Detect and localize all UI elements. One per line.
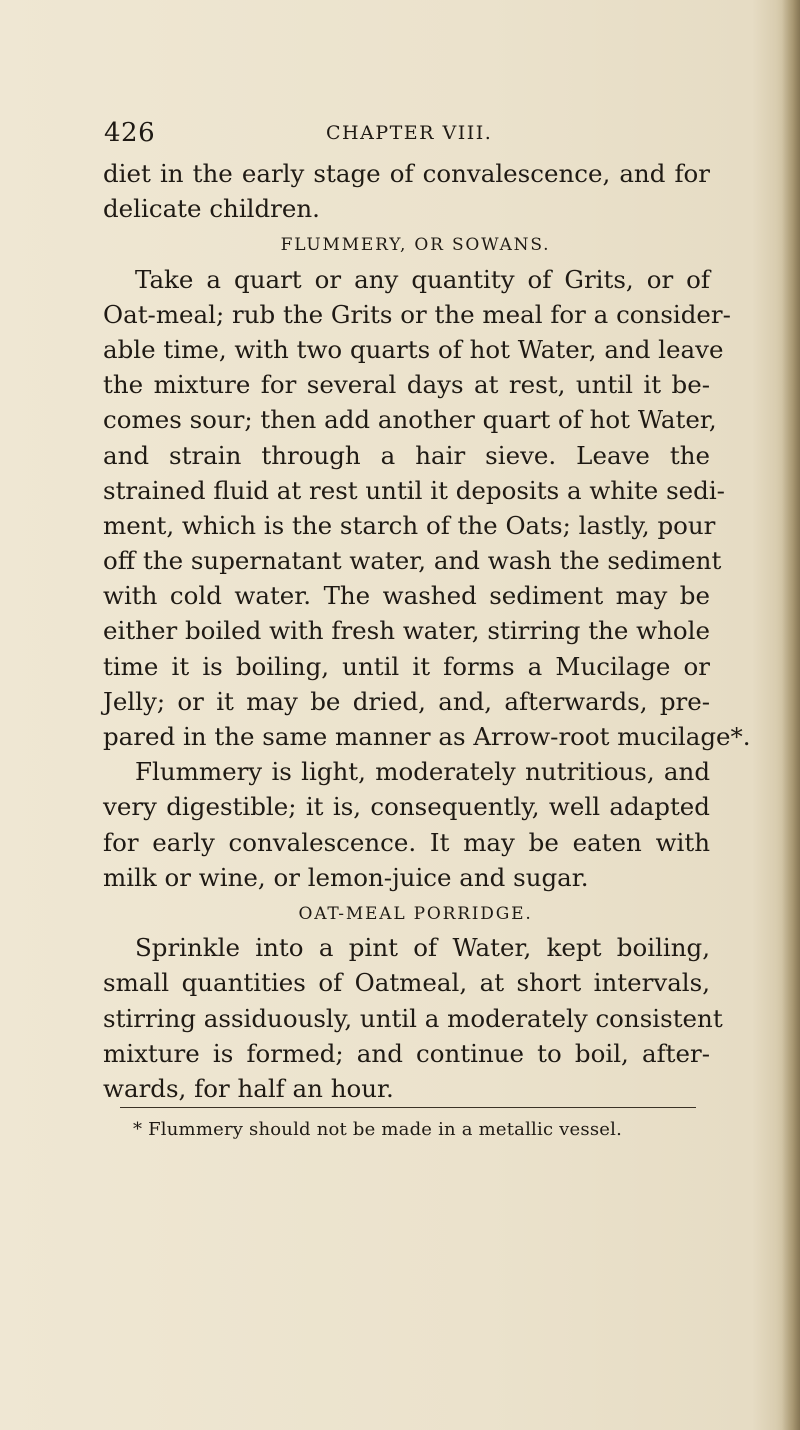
text-line: for early convalescence. It may be eaten with bbox=[103, 827, 710, 857]
page-header bbox=[104, 118, 704, 152]
running-head: CHAPTER VIII. bbox=[326, 122, 493, 144]
text-line: milk or wine, or lemon-juice and sugar. bbox=[103, 862, 589, 892]
text-line: Jelly; or it may be dried, and, afterwards, pre- bbox=[103, 686, 710, 716]
page-edge-shadow bbox=[782, 0, 800, 1430]
section-heading: OAT-MEAL PORRIDGE. bbox=[298, 903, 533, 924]
text-line: mixture is formed; and continue to boil, after- bbox=[103, 1038, 710, 1068]
text-line: delicate children. bbox=[103, 194, 320, 224]
text-line: wards, for half an hour. bbox=[103, 1073, 394, 1103]
text-line: ment, which is the starch of the Oats; lastly, pour bbox=[103, 510, 716, 540]
text-line: with cold water. The washed sediment may be bbox=[103, 581, 710, 611]
section-heading: FLUMMERY, OR SOWANS. bbox=[280, 235, 551, 256]
text-line: and strain through a hair sieve. Leave the bbox=[103, 440, 710, 470]
text-line: strained fluid at rest until it deposits a white sedi- bbox=[103, 475, 725, 505]
text-line: either boiled with fresh water, stirring the whole bbox=[103, 616, 710, 646]
text-line: able time, with two quarts of hot Water, and leave bbox=[103, 334, 724, 364]
text-line: small quantities of Oatmeal, at short intervals, bbox=[103, 968, 710, 998]
text-line: time it is boiling, until it forms a Mucilage or bbox=[103, 651, 710, 681]
text-line: very digestible; it is, consequently, well adapted bbox=[103, 792, 710, 822]
text-line: comes sour; then add another quart of hot Water, bbox=[103, 405, 717, 435]
text-line: Flummery is light, moderately nutritious, and bbox=[135, 757, 710, 787]
footnote-rule bbox=[120, 1107, 696, 1108]
body-text bbox=[103, 156, 751, 1106]
text-line: stirring assiduously, until a moderately consistent bbox=[103, 1003, 723, 1033]
text-line: the mixture for several days at rest, until it be- bbox=[103, 370, 710, 400]
text-line: Take a quart or any quantity of Grits, or of bbox=[135, 264, 710, 294]
text-line: Oat-meal; rub the Grits or the meal for a consider- bbox=[103, 299, 731, 329]
text-line: pared in the same manner as Arrow-root mucilage*. bbox=[103, 722, 751, 751]
page-number: 426 bbox=[104, 118, 156, 148]
text-line: diet in the early stage of convalescence, and for bbox=[103, 159, 710, 188]
text-line: Sprinkle into a pint of Water, kept boiling, bbox=[135, 933, 710, 963]
text-line: off the supernatant water, and wash the sediment bbox=[103, 546, 722, 576]
footnote: * Flummery should not be made in a metallic vessel. bbox=[133, 1119, 622, 1140]
